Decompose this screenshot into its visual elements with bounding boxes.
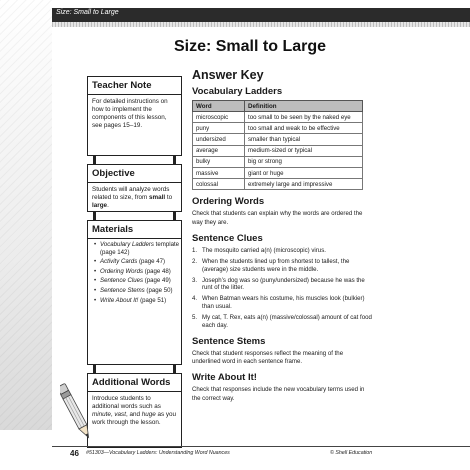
additional-sep: , and — [125, 411, 142, 419]
table-row — [193, 156, 363, 167]
table-header-row — [193, 101, 363, 112]
teacher-note-box — [87, 76, 182, 156]
footer-publication: #51303—Vocabulary Ladders: Understanding Word Nuances — [86, 450, 230, 456]
item-number: 5. — [192, 314, 198, 322]
sentence-stems-body: Check that student responses reflect the meaning of the underlined word in each sentence frame. — [192, 350, 344, 366]
running-title: Size: Small to Large — [56, 9, 119, 16]
header-stripe — [52, 22, 470, 27]
word-cell: massive — [193, 167, 245, 178]
list-item — [192, 258, 372, 274]
additional-text: Introduce students to additional words such as — [92, 395, 161, 411]
objective-bold-small: small — [149, 194, 166, 202]
list-item — [94, 268, 181, 276]
answer-key-heading: Answer Key — [192, 68, 264, 82]
list-item — [94, 277, 181, 285]
table-row — [193, 134, 363, 145]
list-item — [94, 297, 181, 305]
item-text: The mosquito carried a(n) (microscopic) virus. — [202, 246, 326, 254]
material-ref: template (page 142) — [100, 241, 180, 256]
material-ref: (page 51) — [138, 296, 167, 304]
word-cell: bulky — [193, 156, 245, 167]
table-row — [193, 167, 363, 178]
item-number: 1. — [192, 246, 198, 254]
material-name: Write About It! — [100, 296, 139, 304]
objective-body — [88, 183, 181, 214]
footer-copyright: © Shell Education — [330, 450, 373, 456]
decorative-margin-stripes — [0, 0, 52, 430]
item-number: 2. — [192, 257, 198, 265]
list-item — [94, 287, 181, 295]
column-header-word: Word — [193, 101, 245, 112]
footer-rule — [52, 446, 470, 447]
list-item — [192, 314, 372, 330]
list-item — [192, 295, 372, 311]
table-row — [193, 179, 363, 190]
box-connector — [87, 156, 182, 164]
word-cell: undersized — [193, 134, 245, 145]
table-row — [193, 112, 363, 123]
word-cell: microscopic — [193, 112, 245, 123]
write-about-it-body: Check that responses include the new vocabulary terms used in the correct way. — [192, 386, 365, 402]
objective-title: Objective — [88, 165, 181, 183]
item-number: 4. — [192, 295, 198, 303]
item-text: My cat, T. Rex, eats a(n) (massive/colossal) amount of cat food each day. — [202, 314, 372, 330]
word-cell: puny — [193, 123, 245, 134]
list-item — [94, 258, 181, 266]
material-ref: (page 50) — [144, 287, 173, 295]
definition-cell: medium-sized or typical — [245, 145, 363, 156]
ordering-words-body: Check that students can explain why the words are ordered the way they are. — [192, 210, 363, 226]
page-title: Size: Small to Large — [173, 38, 327, 55]
material-ref: (page 49) — [143, 277, 171, 285]
objective-bold-large: large — [92, 202, 108, 210]
definition-cell: extremely large and impressive — [245, 179, 363, 190]
additional-words-body — [88, 392, 181, 431]
definition-cell: smaller than typical — [245, 134, 363, 145]
material-name: Ordering Words — [100, 267, 144, 275]
table-row — [193, 145, 363, 156]
item-text: When Batman wears his costume, his muscles look (bulkier) than usual. — [202, 295, 365, 311]
additional-text-end: as you work through the lesson. — [92, 411, 177, 427]
pencil-icon — [60, 378, 90, 448]
box-connector — [87, 365, 182, 373]
list-item — [192, 277, 372, 293]
sidebar — [87, 76, 182, 448]
materials-list — [88, 239, 181, 304]
table-row — [193, 123, 363, 134]
material-name: Vocabulary Ladders — [100, 241, 154, 248]
additional-words-box — [87, 373, 182, 448]
teacher-note-body: For detailed instructions on how to implement the components of this lesson, see pages 15–19. — [92, 98, 168, 130]
objective-text-end: . — [107, 202, 109, 210]
box-connector — [87, 212, 182, 220]
objective-text: Students will analyze words related to size, from — [92, 186, 170, 202]
vocabulary-ladders-heading: Vocabulary Ladders — [192, 86, 283, 97]
definition-cell: big or strong — [245, 156, 363, 167]
ordering-words-heading: Ordering Words — [192, 196, 265, 208]
main-content — [192, 68, 372, 403]
vocabulary-table — [192, 100, 363, 190]
sentence-clues-list — [192, 247, 372, 330]
additional-sep: , — [110, 411, 115, 419]
item-text: Joseph’s dog was so (puny/undersized) because he was the runt of the litter. — [202, 276, 365, 292]
page-number: 46 — [70, 449, 79, 458]
teacher-note-title: Teacher Note — [88, 77, 181, 95]
additional-word-minute: minute — [92, 411, 111, 419]
material-name: Sentence Stems — [100, 287, 145, 295]
definition-cell: giant or huge — [245, 167, 363, 178]
material-name: Activity Cards — [100, 258, 138, 266]
material-name: Sentence Clues — [100, 277, 144, 285]
additional-words-title: Additional Words — [88, 374, 181, 392]
material-ref: (page 47) — [137, 258, 166, 266]
sentence-stems-heading: Sentence Stems — [192, 336, 266, 348]
definition-cell: too small and weak to be effective — [245, 123, 363, 134]
list-item — [94, 241, 181, 256]
item-number: 3. — [192, 276, 198, 284]
item-text: When the students lined up from shortest to tallest, the (average) size students were in the middle. — [202, 257, 350, 273]
objective-text-mid: to — [165, 194, 173, 202]
list-item — [192, 247, 372, 255]
word-cell: colossal — [193, 179, 245, 190]
sentence-clues-heading: Sentence Clues — [192, 232, 263, 244]
definition-cell: too small to be seen by the naked eye — [245, 112, 363, 123]
word-cell: average — [193, 145, 245, 156]
additional-word-vast: vast — [114, 411, 126, 419]
material-ref: (page 48) — [143, 267, 171, 275]
materials-title: Materials — [88, 221, 181, 239]
additional-word-huge: huge — [141, 411, 156, 419]
column-header-definition: Definition — [245, 101, 363, 112]
materials-box — [87, 220, 182, 365]
objective-box — [87, 164, 182, 212]
write-about-it-heading: Write About It! — [192, 372, 257, 384]
